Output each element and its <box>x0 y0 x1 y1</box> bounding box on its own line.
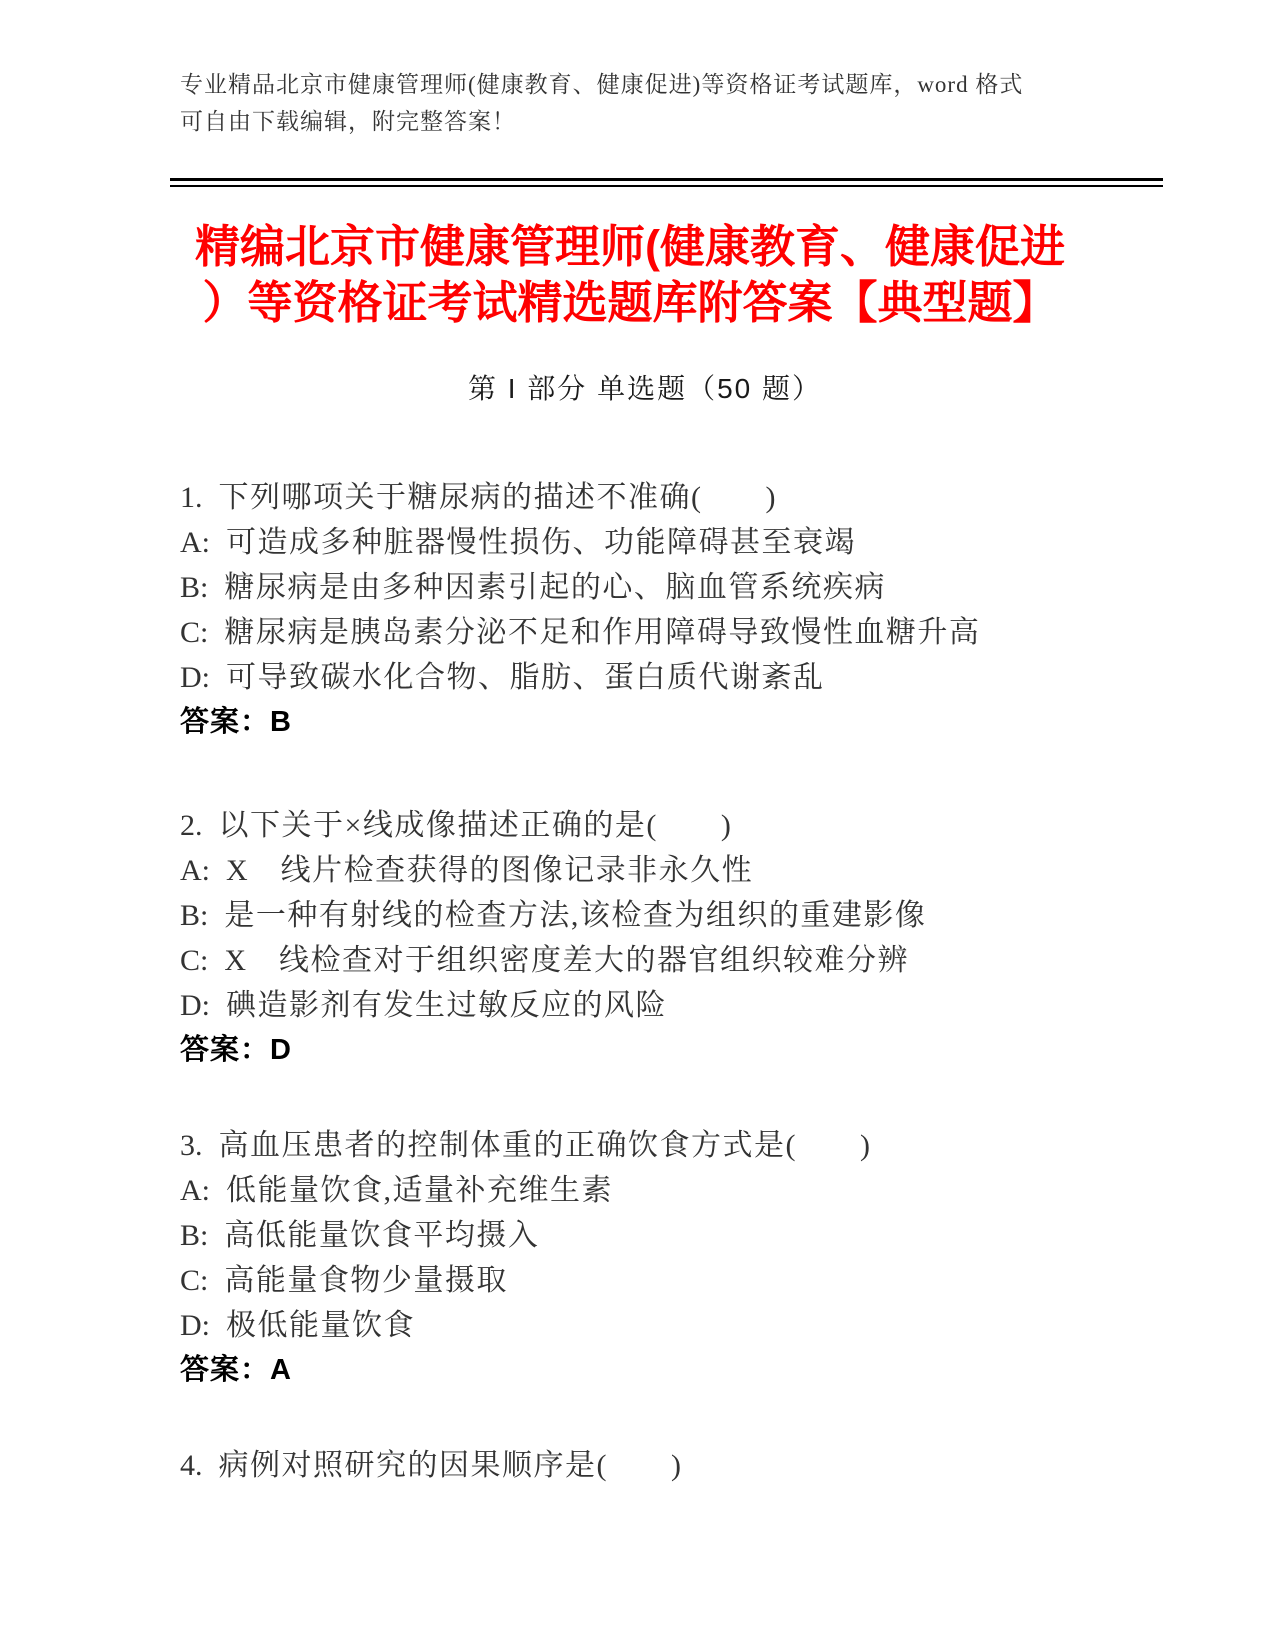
header-separator-rule <box>170 178 1163 187</box>
section-heading: 第 I 部分 单选题（50 题） <box>467 373 823 404</box>
question-number: 3. <box>180 1129 203 1162</box>
header-notice-line: 可自由下载编辑，附完整答案！ <box>180 109 516 134</box>
option-line <box>180 610 1130 655</box>
question-block <box>180 1443 1130 1488</box>
question-number: 4. <box>180 1449 203 1482</box>
option-label: A: <box>180 1174 210 1207</box>
option-line <box>180 1168 1130 1213</box>
option-label: D: <box>180 989 210 1022</box>
option-label: D: <box>180 1309 210 1342</box>
option-label: C: <box>180 1264 209 1297</box>
option-text: 可导致碳水化合物、脂肪、蛋白质代谢紊乱 <box>226 661 825 694</box>
option-line <box>180 520 1130 565</box>
option-label: B: <box>180 571 209 604</box>
option-text: 碘造影剂有发生过敏反应的风险 <box>226 989 667 1022</box>
question-text: 以下关于×线成像描述正确的是( ) <box>218 809 733 842</box>
question-block <box>180 803 1130 1073</box>
question-line <box>180 475 1130 520</box>
question-block <box>180 1123 1130 1393</box>
answer-line: 答案：A <box>180 1354 292 1386</box>
question-number: 1. <box>180 481 203 514</box>
option-line <box>180 1303 1130 1348</box>
option-line <box>180 655 1130 700</box>
header-notice-line: 专业精品北京市健康管理师(健康教育、健康促进)等资格证考试题库，word 格式 <box>180 72 1024 97</box>
option-label: B: <box>180 1219 209 1252</box>
option-text: 可造成多种脏器慢性损伤、功能障碍甚至衰竭 <box>226 526 856 559</box>
option-text: 糖尿病是胰岛素分泌不足和作用障碍导致慢性血糖升高 <box>224 616 981 649</box>
option-label: B: <box>180 899 209 932</box>
document-title-line: ）等资格证考试精选题库附答案【典型题】 <box>202 277 1058 328</box>
option-line <box>180 848 1130 893</box>
question-text: 病例对照研究的因果顺序是( ) <box>218 1449 683 1482</box>
question-number: 2. <box>180 809 203 842</box>
option-label: C: <box>180 616 209 649</box>
option-label: A: <box>180 854 210 887</box>
option-text: 糖尿病是由多种因素引起的心、脑血管系统疾病 <box>224 571 886 604</box>
option-label: C: <box>180 944 209 977</box>
option-text: 低能量饮食,适量补充维生素 <box>226 1174 613 1207</box>
question-line <box>180 803 1130 848</box>
option-line <box>180 893 1130 938</box>
option-text: 高能量食物少量摄取 <box>224 1264 508 1297</box>
option-text: X 线检查对于组织密度差大的器官组织较难分辨 <box>224 944 910 977</box>
header-notice <box>180 0 1060 140</box>
option-text: 极低能量饮食 <box>226 1309 415 1342</box>
question-text: 高血压患者的控制体重的正确饮食方式是( ) <box>218 1129 872 1162</box>
option-line <box>180 983 1130 1028</box>
option-line <box>180 1213 1130 1258</box>
answer-line: 答案：B <box>180 706 292 738</box>
option-text: X 线片检查获得的图像记录非永久性 <box>226 854 754 887</box>
document-title-line: 精编北京市健康管理师(健康教育、健康促进 <box>195 221 1065 272</box>
option-line <box>180 565 1130 610</box>
option-text: 是一种有射线的检查方法,该检查为组织的重建影像 <box>224 899 927 932</box>
question-text: 下列哪项关于糖尿病的描述不准确( ) <box>218 481 777 514</box>
option-line <box>180 938 1130 983</box>
option-text: 高低能量饮食平均摄入 <box>224 1219 540 1252</box>
answer-line: 答案：D <box>180 1034 292 1066</box>
option-line <box>180 1258 1130 1303</box>
document-title <box>130 219 1130 331</box>
option-label: D: <box>180 661 210 694</box>
question-line <box>180 1123 1130 1168</box>
question-block <box>180 475 1130 745</box>
question-line <box>180 1443 1130 1488</box>
option-label: A: <box>180 526 210 559</box>
